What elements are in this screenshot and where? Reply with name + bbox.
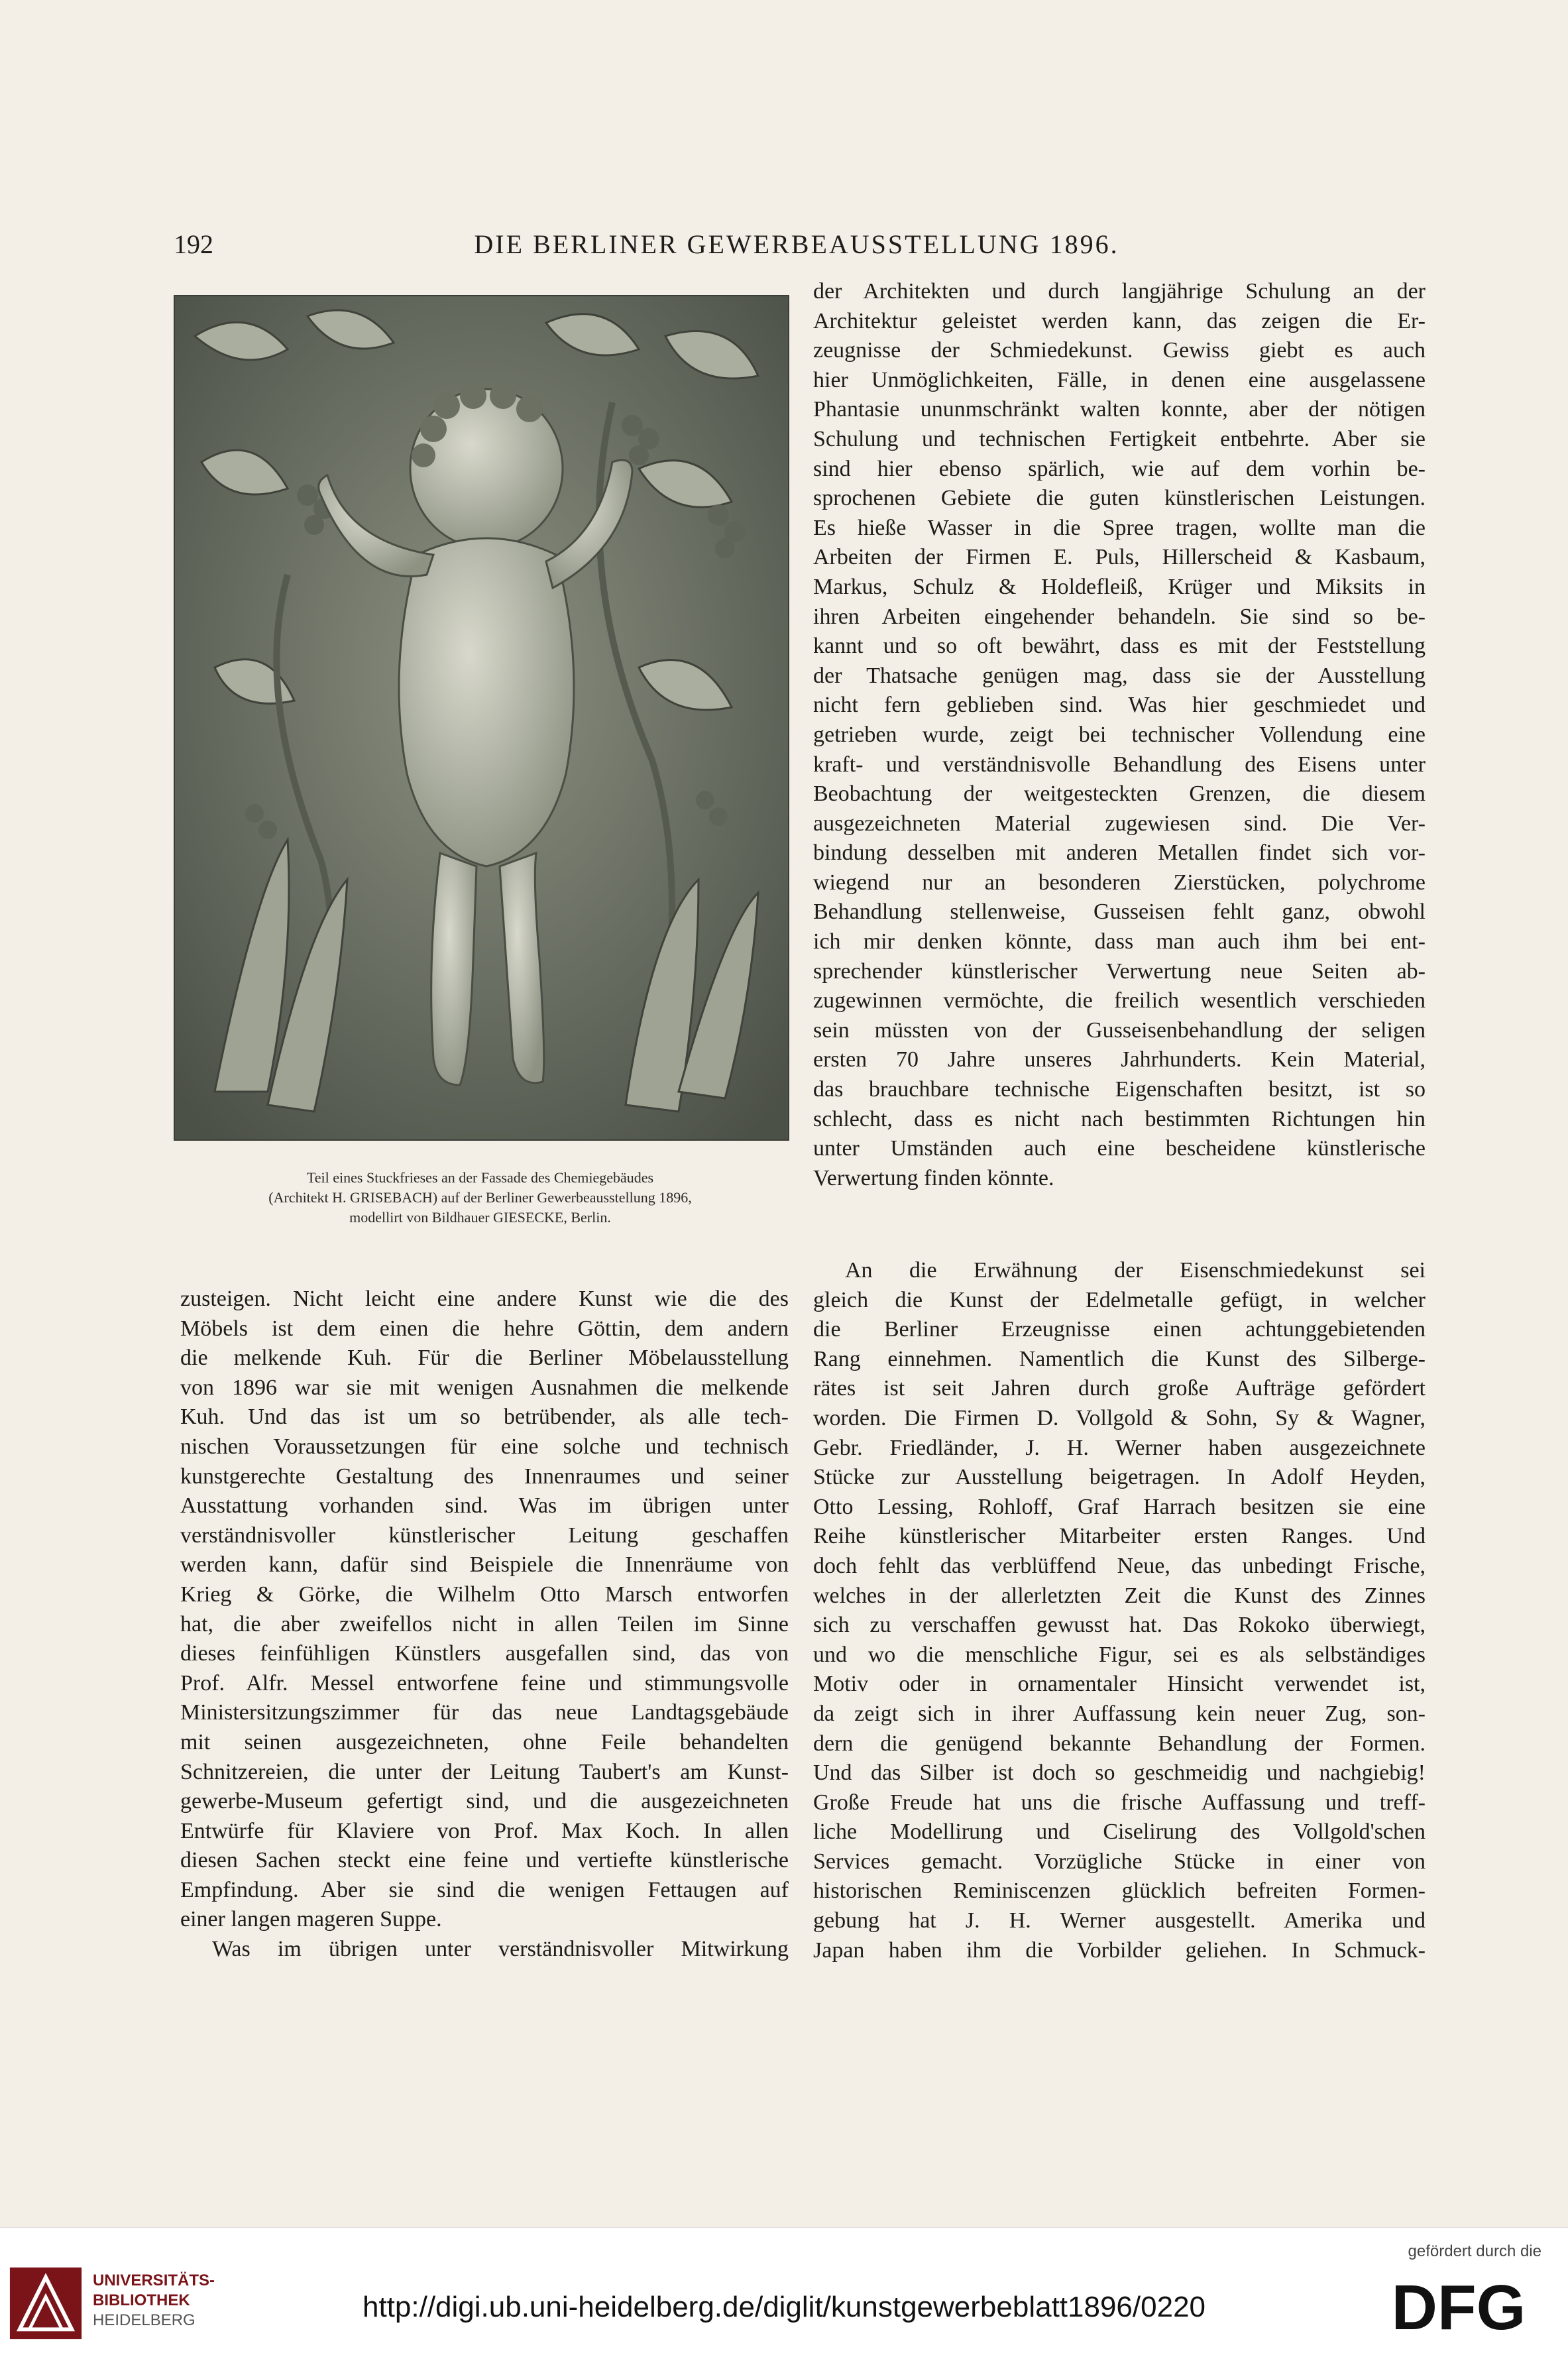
text-line: sprochenen Gebiete die guten künstlerischen Leistungen. (813, 486, 1426, 511)
text-line: schlecht, dass es nicht nach bestimmten Richtungen hin (813, 1106, 1426, 1131)
text-line: unter Umständen auch eine bescheidene künstlerische (813, 1136, 1426, 1161)
text-line: Verwertung finden könnte. (813, 1165, 1054, 1190)
text-line: worden. Die Firmen D. Vollgold & Sohn, Sy & Wagner, (813, 1405, 1426, 1430)
text-line: Phantasie ununmschränkt walten konnte, aber der nötigen (813, 397, 1426, 422)
running-head (174, 229, 1420, 268)
text-line: ersten 70 Jahre unseres Jahrhunderts. Kein Material, (813, 1047, 1426, 1072)
text-line: ich mir denken könnte, dass man auch ihm bei ent- (813, 929, 1426, 954)
text-line: die melkende Kuh. Für die Berliner Möbelausstellung (180, 1346, 789, 1371)
text-line: rätes ist seit Jahren durch große Aufträge gefördert (813, 1376, 1426, 1401)
running-head-title: DIE BERLINER GEWERBEAUSSTELLUNG 1896. (474, 229, 1119, 259)
text-line: Rang einnehmen. Namentlich die Kunst des Silberge- (813, 1346, 1426, 1371)
text-line: zeugnisse der Schmiedekunst. Gewiss giebt es auch (813, 338, 1426, 363)
text-line: liche Modellirung und Ciselirung des Vollgold'schen (813, 1819, 1426, 1845)
text-line: Japan haben ihm die Vorbilder geliehen. In Schmuck- (813, 1937, 1426, 1963)
text-line: gewerbe-Museum gefertigt sind, und die ausgezeichneten (180, 1789, 789, 1814)
dfg-logo-text: DFG (1391, 2272, 1526, 2340)
text-line: getrieben wurde, zeigt bei technischer Vollendung eine (813, 722, 1426, 747)
text-line: wiegend nur an besonderen Zierstücken, polychrome (813, 870, 1426, 895)
text-line: diesen Sachen steckt eine feine und vertiefte künstlerische (180, 1848, 789, 1873)
text-line: bindung desselben mit anderen Metallen findet sich vor- (813, 840, 1426, 866)
text-line: Prof. Alfr. Messel entworfene feine und stimmungsvolle (180, 1670, 789, 1696)
text-line: Services gemacht. Vorzügliche Stücke in einer von (813, 1849, 1426, 1874)
text-line: nischen Voraussetzungen für eine solche und technisch (180, 1434, 789, 1459)
text-line: der Architekten und durch langjährige Schulung an der (813, 279, 1426, 304)
text-line: Behandlung stellenweise, Gusseisen fehlt ganz, obwohl (813, 899, 1426, 925)
text-line: doch fehlt das verblüffend Neue, das unbedingt Frische, (813, 1553, 1426, 1578)
text-line: ihren Arbeiten eingehender behandeln. Sie sind so be- (813, 604, 1426, 629)
caption-line: Teil eines Stuckfrieses an der Fassade des Chemiegebäudes (306, 1169, 654, 1186)
text-line: gebung hat J. H. Werner ausgestellt. Amerika und (813, 1908, 1426, 1933)
text-line: zusteigen. Nicht leicht eine andere Kunst wie die des (180, 1287, 789, 1311)
text-line: Markus, Schulz & Holdefleiß, Krüger und Miksits in (813, 574, 1426, 599)
text-line: Ministersitzungszimmer für das neue Landtagsgebäude (180, 1700, 789, 1725)
library-name-line: HEIDELBERG (93, 2311, 196, 2329)
text-line: sprechender künstlerischer Verwertung neue Seiten ab- (813, 958, 1426, 984)
text-line: kraft- und verständnisvolle Behandlung des Eisens unter (813, 752, 1426, 777)
text-line: Möbels ist dem einen die hehre Göttin, dem andern (180, 1316, 789, 1341)
permalink-url[interactable]: http://digi.ub.uni-heidelberg.de/diglit/kunstgewerbeblatt1896/0220 (362, 2291, 1206, 2323)
text-line: sein müssten von der Gusseisenbehandlung der seligen (813, 1017, 1426, 1043)
text-line: mit seinen ausgezeichneten, ohne Feile behandelten (180, 1729, 789, 1755)
library-name-line: UNIVERSITÄTS- (93, 2272, 215, 2289)
text-line: Otto Lessing, Rohloff, Graf Harrach besitzen sie eine (813, 1494, 1426, 1519)
text-line: Große Freude hat uns die frische Auffassung und treff- (813, 1790, 1426, 1815)
text-line: dern die genügend bekannte Behandlung der Formen. (813, 1731, 1426, 1756)
frieze-relief-illustration (175, 296, 788, 1139)
text-line: welches in der allerletzten Zeit die Kunst des Zinnes (813, 1583, 1426, 1608)
page-number: 192 (174, 229, 213, 259)
text-line: An die Erwähnung der Eisenschmiedekunst sei (845, 1258, 1426, 1283)
library-name-line: BIBLIOTHEK (93, 2291, 190, 2309)
text-line: nicht fern geblieben sind. Was hier geschmiedet und (813, 693, 1426, 718)
digitization-footer (0, 2227, 1568, 2361)
left-column-text (180, 1285, 789, 1965)
text-line: kunstgerechte Gestaltung des Innenraumes und seiner (180, 1464, 789, 1489)
text-line: Und das Silber ist doch so geschmeidig und nachgiebig! (813, 1760, 1426, 1786)
text-line: Arbeiten der Firmen E. Puls, Hillerscheid & Kasbaum, (813, 545, 1426, 570)
stucco-frieze-photo (174, 295, 789, 1141)
text-line: Beobachtung der weitgesteckten Grenzen, die diesem (813, 781, 1426, 807)
text-line: zugewinnen vermöchte, die freilich wesentlich verschieden (813, 988, 1426, 1013)
text-line: Es hieße Wasser in die Spree tragen, wollte man die (813, 515, 1426, 540)
text-line: Empfindung. Aber sie sind die wenigen Fettaugen auf (180, 1877, 789, 1902)
text-line: Reihe künstlerischer Mitarbeiter ersten Ranges. Und (813, 1524, 1426, 1549)
text-line: und wo die menschliche Figur, sei es als selbständiges (813, 1642, 1426, 1667)
text-line: Architektur geleistet werden kann, das zeigen die Er- (813, 308, 1426, 333)
text-line: da zeigt sich in ihrer Auffassung kein neuer Zug, son- (813, 1701, 1426, 1726)
text-line: Ausstattung vorhanden sind. Was im übrigen unter (180, 1493, 789, 1519)
text-line: sich zu verschaffen gewusst hat. Das Rokoko überwiegt, (813, 1613, 1426, 1638)
funding-note: gefördert durch die (1408, 2242, 1541, 2260)
right-column-text-lower (813, 1256, 1426, 1965)
text-line: Schulung und technischen Fertigkeit entbehrte. Aber sie (813, 426, 1426, 451)
text-line: Kuh. Und das ist um so betrübender, als alle tech- (180, 1405, 789, 1430)
text-line: kannt und so oft bewährt, dass es mit der Feststellung (813, 634, 1426, 659)
caption-line: (Architekt H. GRISEBACH) auf der Berliner Gewerbeausstellung 1896, (268, 1189, 692, 1206)
text-line: hat, die aber zweifellos nicht in allen Teilen im Sinne (180, 1611, 789, 1637)
text-line: historischen Reminiscenzen glücklich befreiten Formen- (813, 1878, 1426, 1904)
text-line: gleich die Kunst der Edelmetalle gefügt, in welcher (813, 1287, 1426, 1312)
text-line: werden kann, dafür sind Beispiele die Innenräume von (180, 1552, 789, 1578)
text-line: die Berliner Erzeugnisse einen achtunggebietenden (813, 1317, 1426, 1342)
text-line: Entwürfe für Klaviere von Prof. Max Koch. In allen (180, 1818, 789, 1843)
right-column-text-upper (813, 277, 1426, 1193)
figure-caption (174, 1168, 787, 1228)
text-line: dieses feinfühligen Künstlers ausgefallen sind, das von (180, 1641, 789, 1666)
text-line: der Thatsache genügen mag, dass sie der Ausstellung (813, 663, 1426, 688)
text-line: Stücke zur Ausstellung beigetragen. In Adolf Heyden, (813, 1465, 1426, 1490)
dfg-logo-icon (1376, 2271, 1541, 2340)
text-line: Krieg & Görke, die Wilhelm Otto Marsch entworfen (180, 1582, 789, 1607)
text-line: verständnisvoller künstlerischer Leitung geschaffen (180, 1523, 789, 1548)
text-line: Schnitzereien, die unter der Leitung Taubert's am Kunst- (180, 1759, 789, 1784)
text-line: hier Unmöglichkeiten, Fälle, in denen eine ausgelassene (813, 367, 1426, 392)
text-line: einer langen mageren Suppe. (180, 1907, 442, 1932)
text-line: Was im übrigen unter verständnisvoller Mitwirkung (212, 1937, 789, 1962)
text-line: das brauchbare technische Eigenschaften besitzt, ist so (813, 1077, 1426, 1102)
text-line: von 1896 war sie mit wenigen Ausnahmen die melkende (180, 1375, 789, 1400)
text-line: ausgezeichneten Material zugewiesen sind. Die Ver- (813, 811, 1426, 836)
text-line: Motiv oder in ornamentaler Hinsicht verwendet ist, (813, 1672, 1426, 1697)
caption-line: modellirt von Bildhauer GIESECKE, Berlin. (349, 1209, 611, 1226)
text-line: sind hier ebenso spärlich, wie auf dem vorhin be- (813, 456, 1426, 481)
text-line: Gebr. Friedländer, J. H. Werner haben ausgezeichnete (813, 1435, 1426, 1460)
